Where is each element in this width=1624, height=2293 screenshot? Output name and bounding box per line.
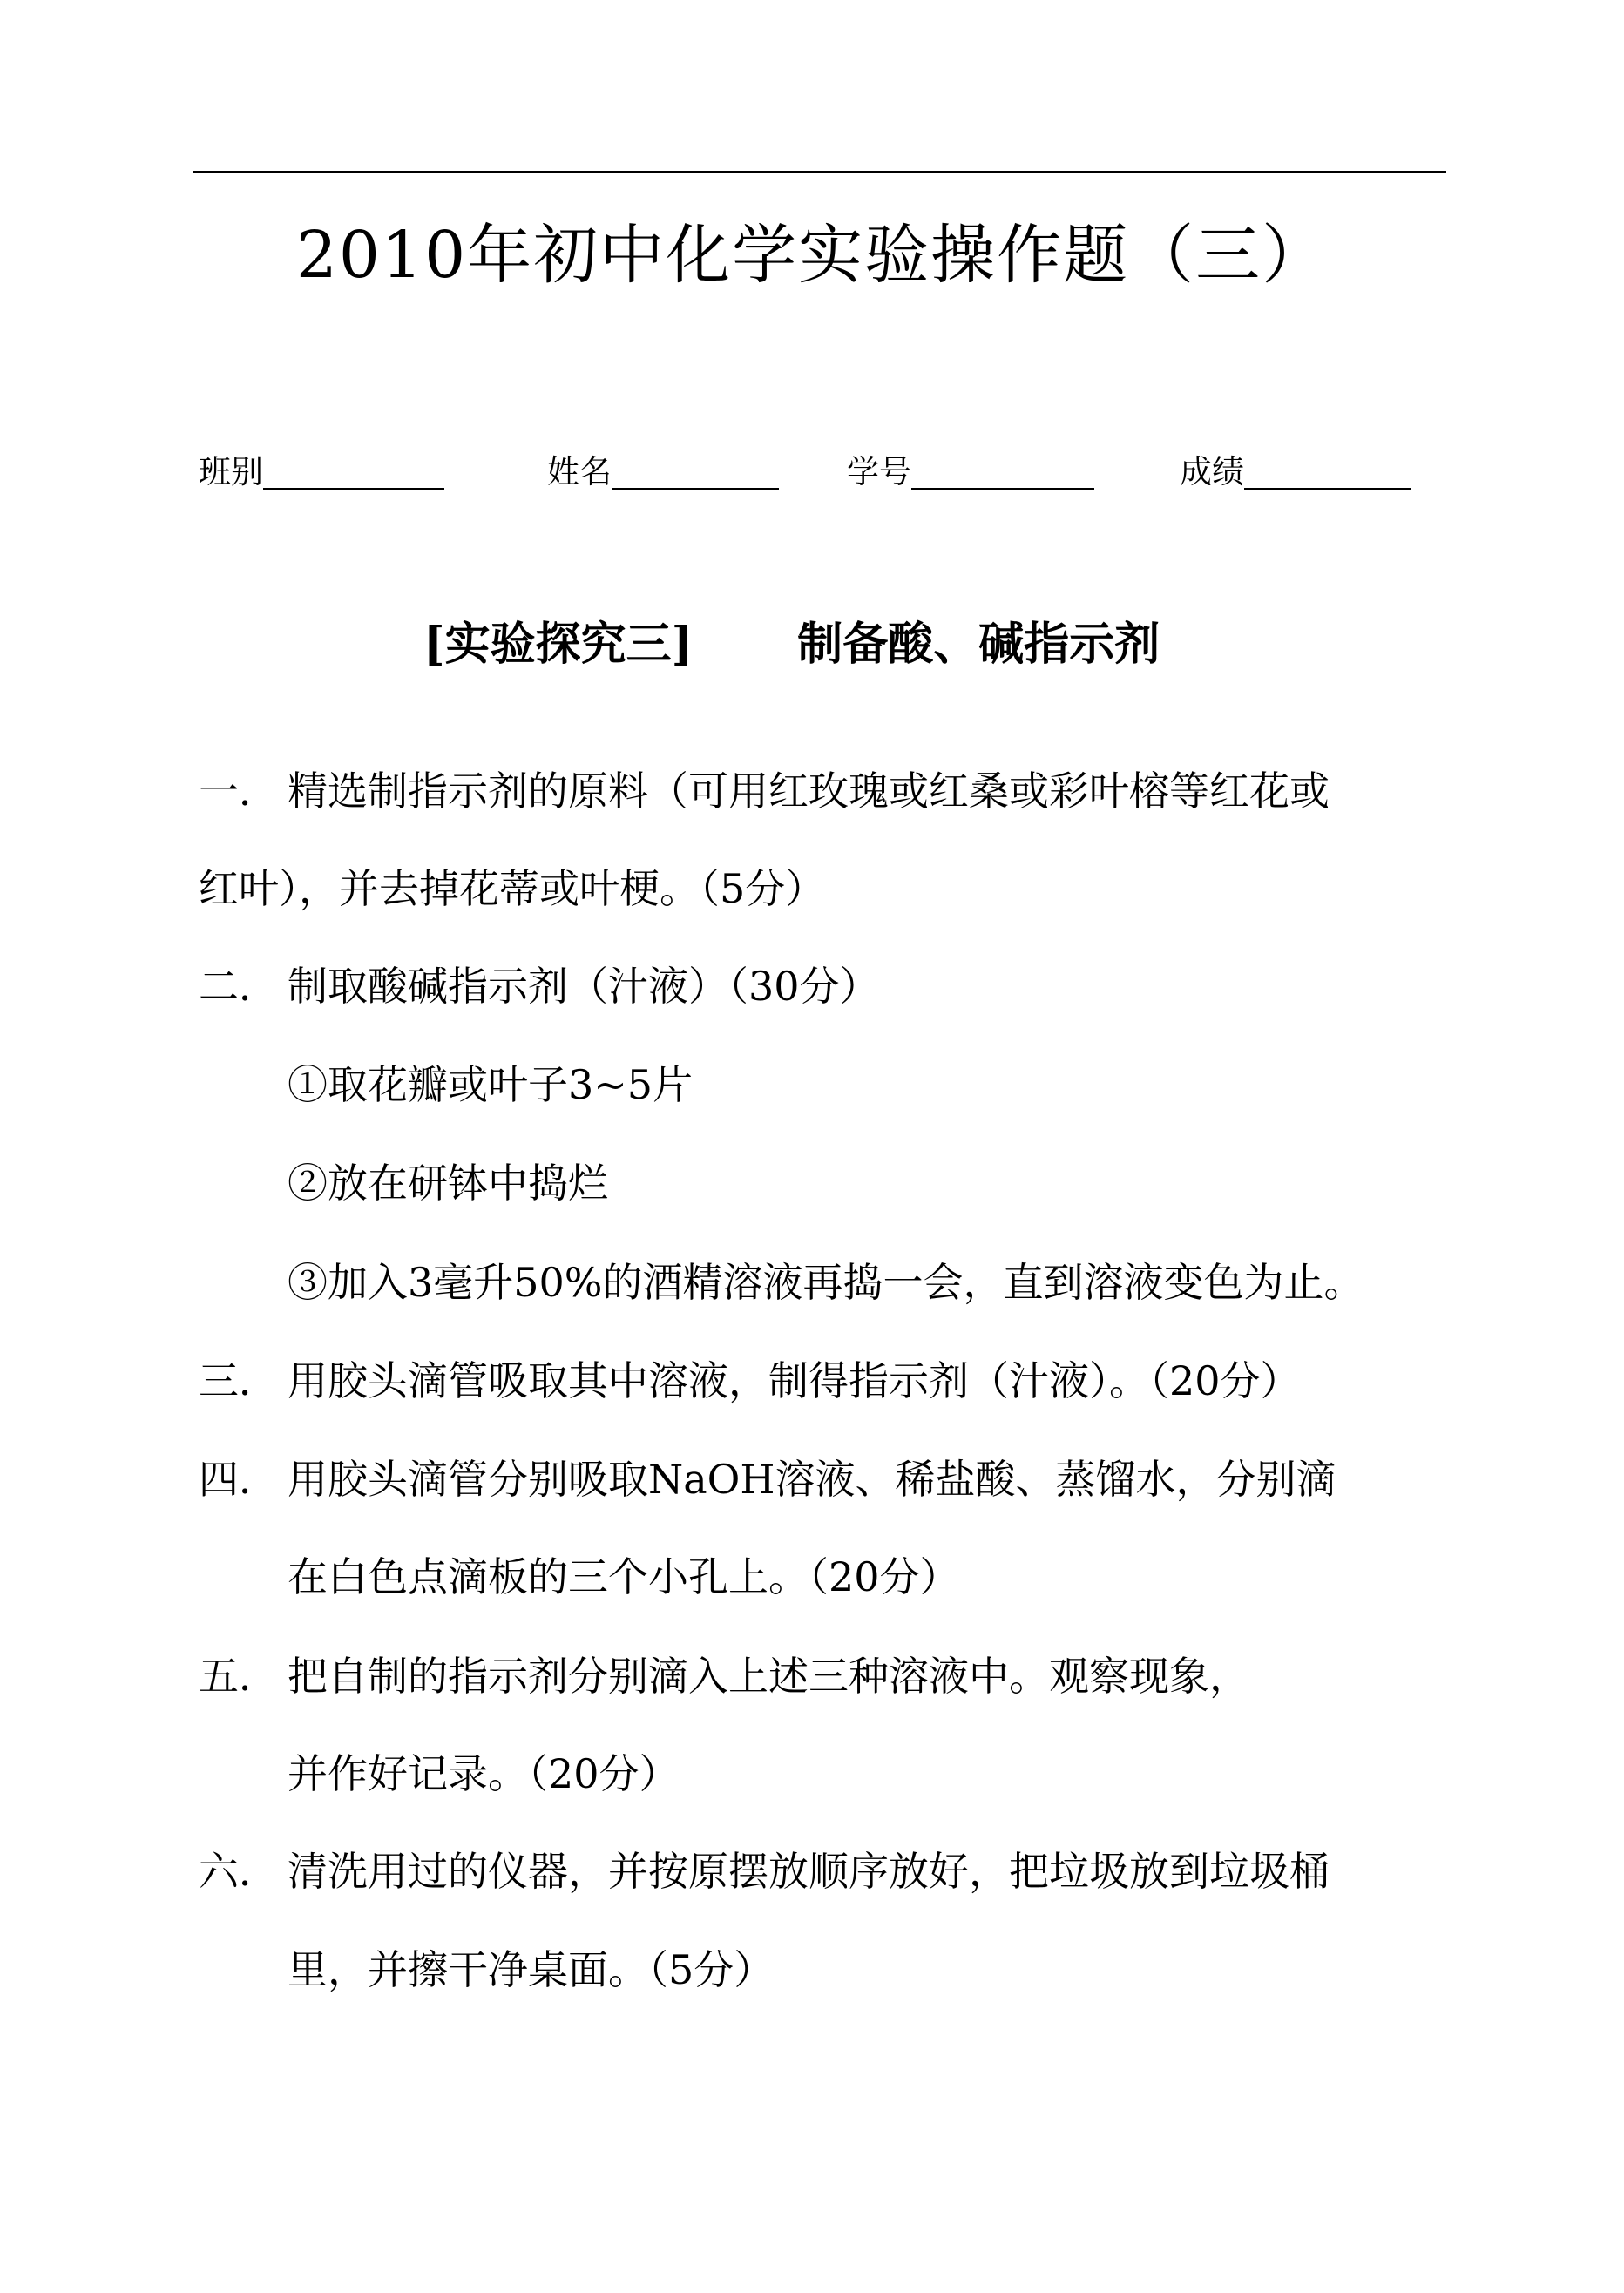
- info-field-score: [1180, 446, 1411, 498]
- step-number: 四．: [199, 1456, 279, 1503]
- step-text: 并作好记录。（20分）: [288, 1750, 680, 1797]
- info-field-student-id: [847, 446, 1094, 498]
- step-number: 六．: [199, 1848, 279, 1895]
- info-label-student-id: 学号: [847, 453, 911, 490]
- step-text: 用胶头滴管吸取其中溶液，制得指示剂（汁液）。（20分）: [288, 1357, 1301, 1404]
- section-heading: [423, 610, 1160, 680]
- step-number: 二．: [199, 963, 279, 1010]
- step-text: 红叶），并去掉花蒂或叶梗。（5分）: [199, 865, 826, 912]
- name-blank[interactable]: [612, 446, 779, 490]
- step-text: 用胶头滴管分别吸取NaOH溶液、稀盐酸、蒸馏水，分别滴: [288, 1456, 1336, 1503]
- student-id-blank[interactable]: [911, 446, 1094, 490]
- step-text: 里，并擦干净桌面。（5分）: [288, 1946, 775, 1993]
- info-field-class: [199, 446, 444, 498]
- info-label-score: 成绩: [1180, 453, 1244, 490]
- document-title: 2010年初中化学实验操作题（三）: [295, 218, 1329, 293]
- info-label-name: 姓名: [547, 453, 612, 490]
- class-blank[interactable]: [263, 446, 444, 490]
- info-label-class: 班别: [199, 453, 263, 490]
- step-text: 清洗用过的仪器，并按原摆放顺序放好，把垃圾放到垃圾桶: [288, 1848, 1330, 1895]
- header-rule: [193, 171, 1446, 173]
- step-number: 三．: [199, 1357, 279, 1404]
- info-field-name: [547, 446, 779, 498]
- step-number: 五．: [199, 1653, 279, 1700]
- step-number: 一．: [199, 768, 279, 815]
- step-text: 把自制的指示剂分别滴入上述三种溶液中。观察现象，: [288, 1653, 1249, 1700]
- step-text: 在白色点滴板的三个小孔上。（20分）: [288, 1553, 960, 1600]
- sub-step-text: ③加入3毫升50%的酒精溶液再捣一会，直到溶液变色为止。: [288, 1259, 1364, 1306]
- score-blank[interactable]: [1244, 446, 1411, 490]
- section-tag: [实验探究三]: [423, 618, 694, 671]
- section-subject: 制备酸、碱指示剂: [797, 618, 1160, 671]
- step-text: 制取酸碱指示剂（汁液）（30分）: [288, 963, 880, 1010]
- sub-step-text: ②放在研钵中捣烂: [288, 1160, 608, 1207]
- sub-step-text: ①取花瓣或叶子3~5片: [288, 1061, 694, 1108]
- step-text: 精选制指示剂的原料（可用红玫瑰或红桑或彩叶榕等红花或: [288, 768, 1330, 815]
